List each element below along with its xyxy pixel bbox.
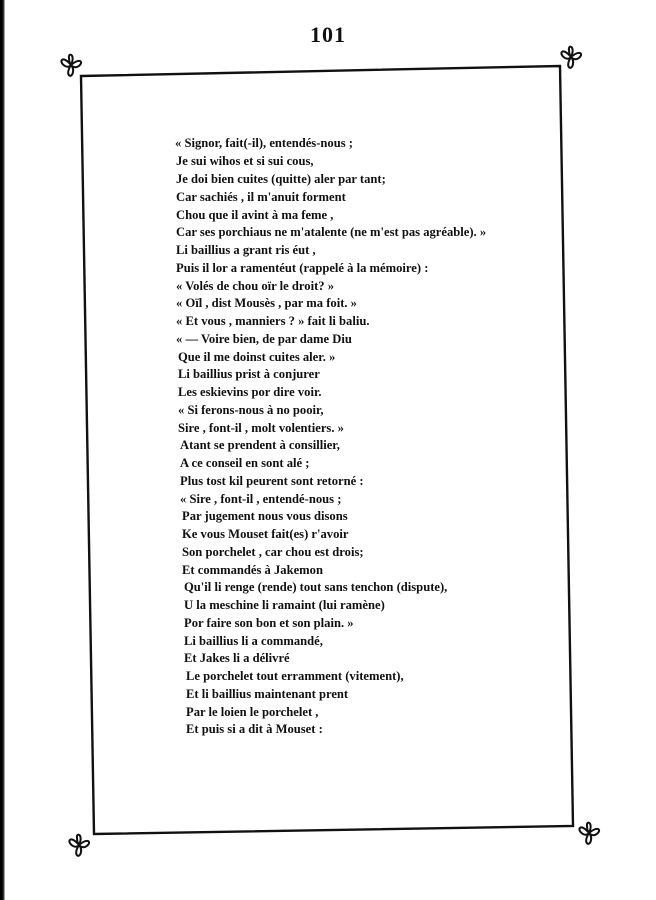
poem-line: Je sui wihos et si sui cous, xyxy=(176,154,314,168)
poem-line: Que il me doinst cuites aler. » xyxy=(178,350,336,364)
poem-line: Por faire son bon et son plain. » xyxy=(184,616,354,630)
poem-line: Et li baillius maintenant prent xyxy=(186,687,349,701)
poem-line: « Si ferons-nous à no pooir, xyxy=(178,403,324,417)
poem-line: Atant se prendent à consillier, xyxy=(180,438,340,452)
page-number: 101 xyxy=(310,22,346,47)
poem-line: Li baillius prist à conjurer xyxy=(178,367,320,381)
poem-text-block xyxy=(0,130,656,750)
poem-line: « Sire , font-il , entendé-nous ; xyxy=(180,492,342,506)
poem-line: Par jugement nous vous disons xyxy=(182,509,348,523)
poem-line: Puis il lor a ramentéut (rappelé à la mémoire) : xyxy=(176,261,429,275)
corner-ornament-icon xyxy=(56,50,86,80)
poem-line: Par le loien le porchelet , xyxy=(186,705,319,719)
poem-line: « Et vous , manniers ? » fait li baliu. xyxy=(176,314,370,328)
poem-line: Chou que il avint à ma feme , xyxy=(176,208,334,222)
poem-line: Le porchelet tout erramment (vitement), xyxy=(186,669,404,683)
poem-line: Car ses porchiaus ne m'atalente (ne m'est pas agréable). » xyxy=(176,225,487,239)
poem-line: Plus tost kil peurent sont retorné : xyxy=(180,474,364,488)
poem-line: « — Voire bien, de par dame Diu xyxy=(176,332,352,346)
poem-line: Et commandés à Jakemon xyxy=(182,563,323,577)
poem-line: Ke vous Mouset fait(es) r'avoir xyxy=(182,527,349,541)
poem-line: « Oïl , dist Mousès , par ma foit. » xyxy=(176,296,357,310)
poem-line: Je doi bien cuites (quitte) aler par tant; xyxy=(176,172,386,186)
corner-ornament-icon xyxy=(574,818,604,848)
poem-line: Li baillius li a commandé, xyxy=(184,634,323,648)
poem-line: Sire , font-il , molt volentiers. » xyxy=(178,421,344,435)
corner-ornament-icon xyxy=(556,42,586,72)
poem-line: Les eskievins por dire voir. xyxy=(178,385,322,399)
corner-ornament-icon xyxy=(64,830,94,860)
poem-line: Qu'il li renge (rende) tout sans tenchon (dispute), xyxy=(184,580,448,594)
poem-line: « Volés de chou oïr le droit? » xyxy=(176,279,335,293)
poem-line: Et Jakes li a délivré xyxy=(184,651,290,665)
poem-line: Son porchelet , car chou est drois; xyxy=(182,545,364,559)
poem-line: U la meschine li ramaint (lui ramène) xyxy=(184,598,385,612)
poem-line: Li baillius a grant ris éut , xyxy=(176,243,316,257)
poem-line: A ce conseil en sont alé ; xyxy=(180,456,310,470)
poem-line: « Signor, fait(-il), entendés-nous ; xyxy=(175,136,353,150)
poem-line: Car sachiés , il m'anuit forment xyxy=(176,190,346,204)
poem-line: Et puis si a dit à Mouset : xyxy=(186,722,323,736)
